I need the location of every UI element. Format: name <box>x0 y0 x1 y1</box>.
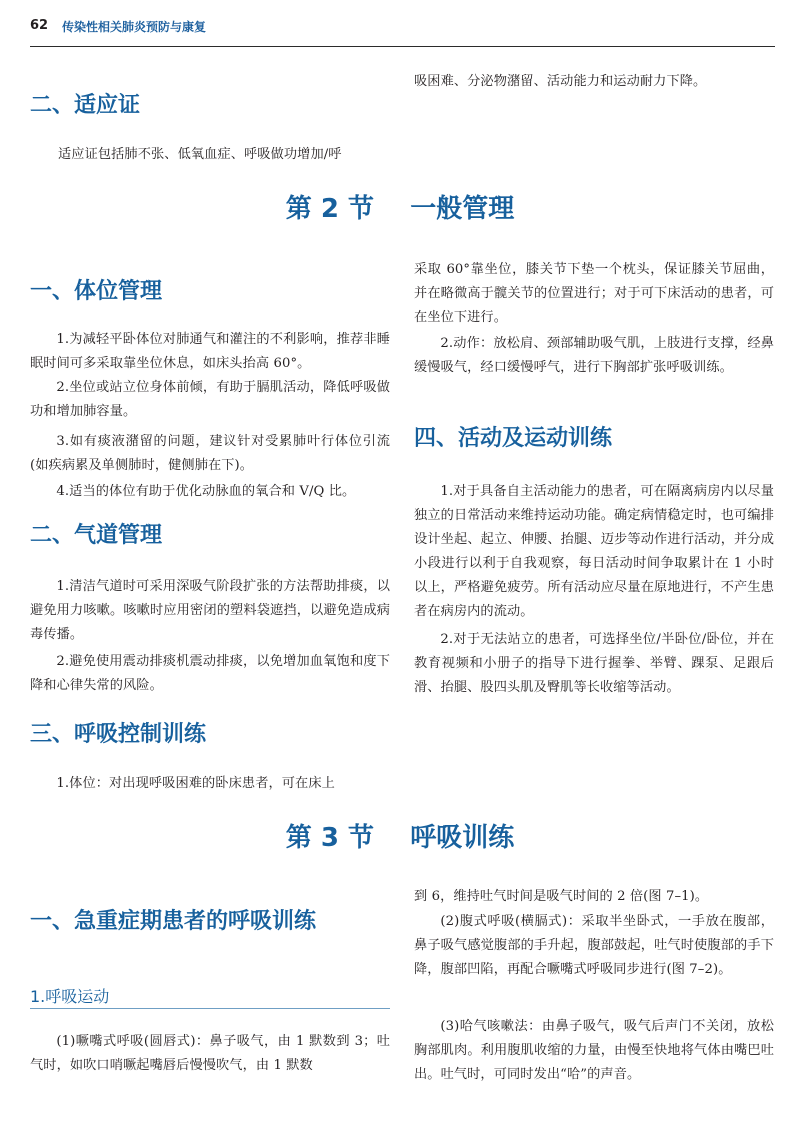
paragraph-continuation: 吸困难、分泌物潴留、活动能力和运动耐力下降。 <box>414 74 707 89</box>
paragraph: (1)噘嘴式呼吸(圆唇式)：鼻子吸气，由 1 默数到 3；吐气时，如吹口哨噘起嘴唇后慢慢吹气，由 1 默数 <box>30 1034 390 1073</box>
section-title-breathing-training: 第 3 节 呼吸训练 <box>285 823 515 853</box>
heading-activity-training: 四、活动及运动训练 <box>414 426 613 451</box>
paragraph: 1.对于具备自主活动能力的患者，可在隔离病房内以尽量独立的日常活动来维持运动功能。确定病情稳定时，也可编排设计坐起、起立、伸腰、抬腿、迈步等动作进行活动，并分成小段进行以利于自我观察，每日活动时间争取累计在 1 小时以上，严格避免疲劳。所有活动应尽量在原地进行，不产生患者在病房内的流动。 <box>414 484 774 619</box>
paragraph: 采取 60°靠坐位，膝关节下垫一个枕头，保证膝关节屈曲，并在略微高于髋关节的位置进行；对于可下床活动的患者，可在坐位下进行。 <box>414 262 774 325</box>
heading-breathing-control: 三、呼吸控制训练 <box>30 722 207 747</box>
heading-position-management: 一、体位管理 <box>30 279 163 304</box>
heading-airway-management: 二、气道管理 <box>30 523 163 548</box>
paragraph: 3.如有痰液潴留的问题，建议针对受累肺叶行体位引流(如疾病累及单侧肺时，健侧肺在下)。 <box>30 434 390 473</box>
paragraph: 2.坐位或站立位身体前倾，有助于膈肌活动，降低呼吸做功和增加肺容量。 <box>30 380 390 419</box>
paragraph: (3)哈气咳嗽法：由鼻子吸气，吸气后声门不关闭，放松胸部肌肉。利用腹肌收缩的力量，由慢至快地将气体由嘴巴吐出。吐气时，可同时发出“哈”的声音。 <box>414 1019 774 1082</box>
paragraph: (2)腹式呼吸(横膈式)：采取半坐卧式，一手放在腹部，鼻子吸气感觉腹部的手升起，腹部鼓起，吐气时使腹部的手下降，腹部凹陷，再配合噘嘴式呼吸同步进行(图 7–2)。 <box>414 914 774 977</box>
paragraph: 2.动作：放松肩、颈部辅助吸气肌，上肢进行支撑，经鼻缓慢吸气，经口缓慢呼气，进行下胸部扩张呼吸训练。 <box>414 336 774 375</box>
running-title: 传染性相关肺炎预防与康复 <box>62 20 207 34</box>
subheading-rule <box>30 1008 390 1009</box>
subheading-breathing-exercise: 1.呼吸运动 <box>30 987 110 1006</box>
paragraph: 1.为减轻平卧体位对肺通气和灌注的不利影响，推荐非睡眠时间可多采取靠坐位休息，如床头抬高 60°。 <box>30 332 390 371</box>
paragraph: 到 6，维持吐气时间是吸气时间的 2 倍(图 7–1)。 <box>414 889 709 904</box>
paragraph: 2.对于无法站立的患者，可选择坐位/半卧位/卧位，并在教育视频和小册子的指导下进行握拳、举臂、踝泵、足跟后滑、抬腿、股四头肌及臀肌等长收缩等活动。 <box>414 632 774 695</box>
paragraph: 2.避免使用震动排痰机震动排痰，以免增加血氧饱和度下降和心律失常的风险。 <box>30 654 390 693</box>
paragraph: 4.适当的体位有助于优化动脉血的氧合和 V/Q 比。 <box>56 484 356 499</box>
paragraph-indications: 适应证包括肺不张、低氧血症、呼吸做功增加/呼 <box>58 147 342 162</box>
heading-indications: 二、适应证 <box>30 93 141 118</box>
paragraph: 1.体位：对出现呼吸困难的卧床患者，可在床上 <box>56 776 335 791</box>
section-title-general-management: 第 2 节 一般管理 <box>285 194 515 224</box>
page-header <box>30 16 775 47</box>
page-number: 62 <box>30 18 49 33</box>
paragraph: 1.清洁气道时可采用深吸气阶段扩张的方法帮助排痰，以避免用力咳嗽。咳嗽时应用密闭的塑料袋遮挡，以避免造成病毒传播。 <box>30 579 390 642</box>
heading-critical-breathing: 一、急重症期患者的呼吸训练 <box>30 909 317 934</box>
